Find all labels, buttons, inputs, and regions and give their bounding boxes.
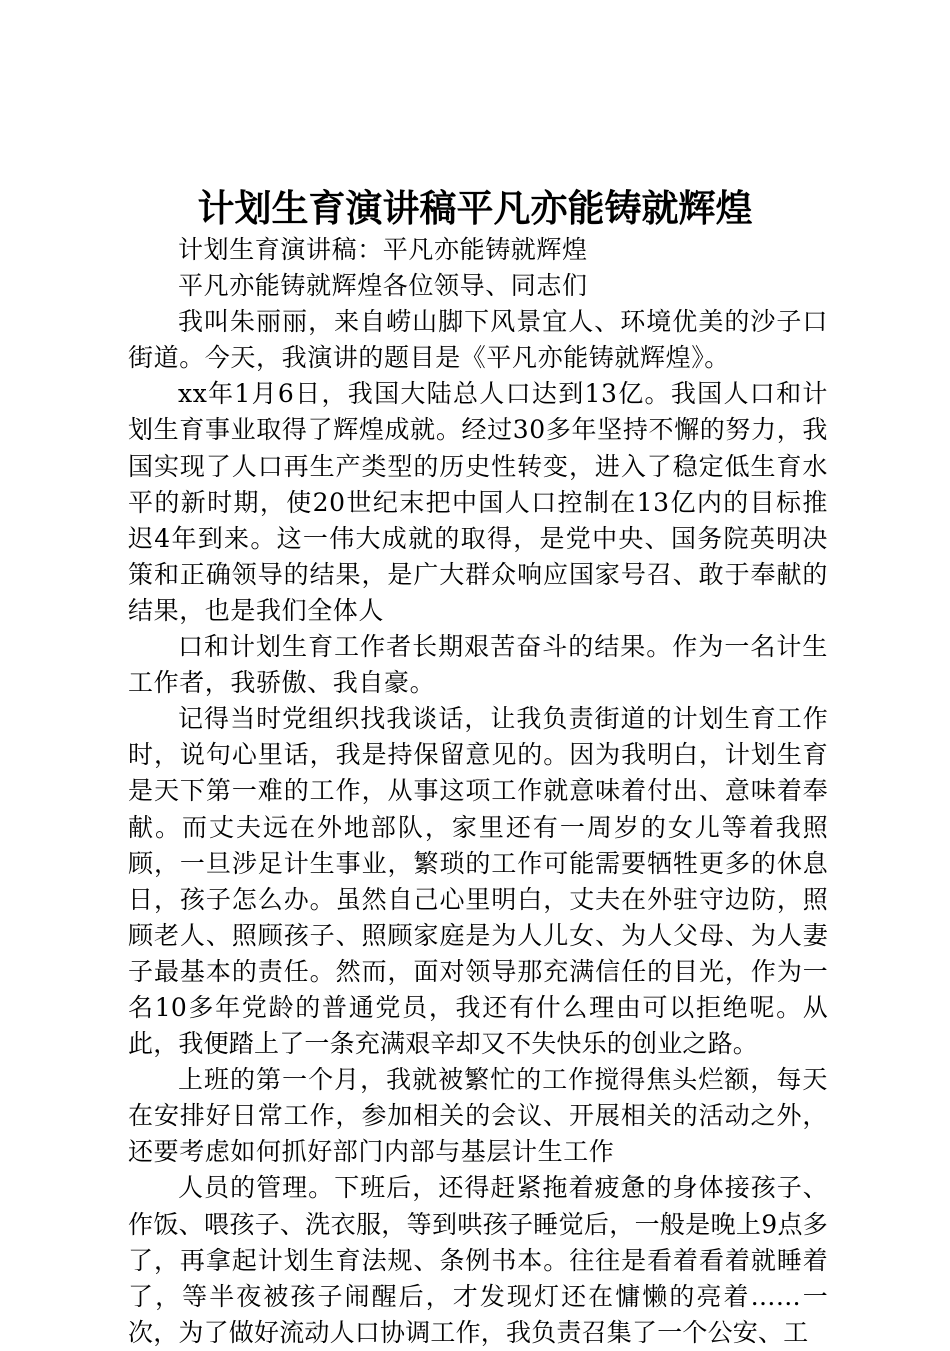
paragraph: 平凡亦能铸就辉煌各位领导、同志们: [178, 271, 588, 301]
document-title: 计划生育演讲稿平凡亦能铸就辉煌: [197, 186, 753, 230]
paragraph: 上班的第一个月，我就被繁忙的工作搅得焦头烂额，每天在安排好日常工作，参加相关的会议、开展相关的活动之外，还要考虑如何抓好部门内部与基层计生工作: [128, 1065, 828, 1167]
document-body: [128, 232, 828, 1351]
paragraph: 记得当时党组织找我谈话，让我负责街道的计划生育工作时，说句心里话，我是持保留意见的。因为我明白，计划生育是天下第一难的工作，从事这项工作就意味着付出、意味着奉献。而丈夫远在外地部队，家里还有一周岁的女儿等着我照顾，一旦涉足计生事业，繁琐的工作可能需要牺牲更多的休息日，孩子怎么办。虽然自己心里明白，丈夫在外驻守边防，照顾老人、照顾孩子、照顾家庭是为人儿女、为人父母、为人妻子最基本的责任。然而，面对领导那充满信任的目光，作为一名10多年党龄的普通党员，我还有什么理由可以拒绝呢。从此，我便踏上了一条充满艰辛却又不失快乐的创业之路。: [128, 704, 828, 1059]
paragraph: 我叫朱丽丽，来自崂山脚下风景宜人、环境优美的沙子口街道。今天，我演讲的题目是《平凡亦能铸就辉煌》。: [128, 307, 828, 373]
paragraph: xx年1月6日，我国大陆总人口达到13亿。我国人口和计划生育事业取得了辉煌成就。经过30多年坚持不懈的努力，我国实现了人口再生产类型的历史性转变，进入了稳定低生育水平的新时期，使20世纪末把中国人口控制在13亿内的目标推迟4年到来。这一伟大成就的取得，是党中央、国务院英明决策和正确领导的结果，是广大群众响应国家号召、敢于奉献的结果，也是我们全体人: [128, 379, 828, 625]
paragraph: 人员的管理。下班后，还得赶紧拖着疲惫的身体接孩子、作饭、喂孩子、洗衣服，等到哄孩子睡觉后，一般是晚上9点多了，再拿起计划生育法规、条例书本。往往是看着看着就睡着了，等半夜被孩子闹醒后，才发现灯还在慵懒的亮着……一次，为了做好流动人口协调工作，我负责召集了一个公安、工: [128, 1173, 828, 1347]
paragraph: 口和计划生育工作者长期艰苦奋斗的结果。作为一名计生工作者，我骄傲、我自豪。: [128, 632, 828, 698]
paragraph: 计划生育演讲稿：平凡亦能铸就辉煌: [178, 235, 588, 264]
